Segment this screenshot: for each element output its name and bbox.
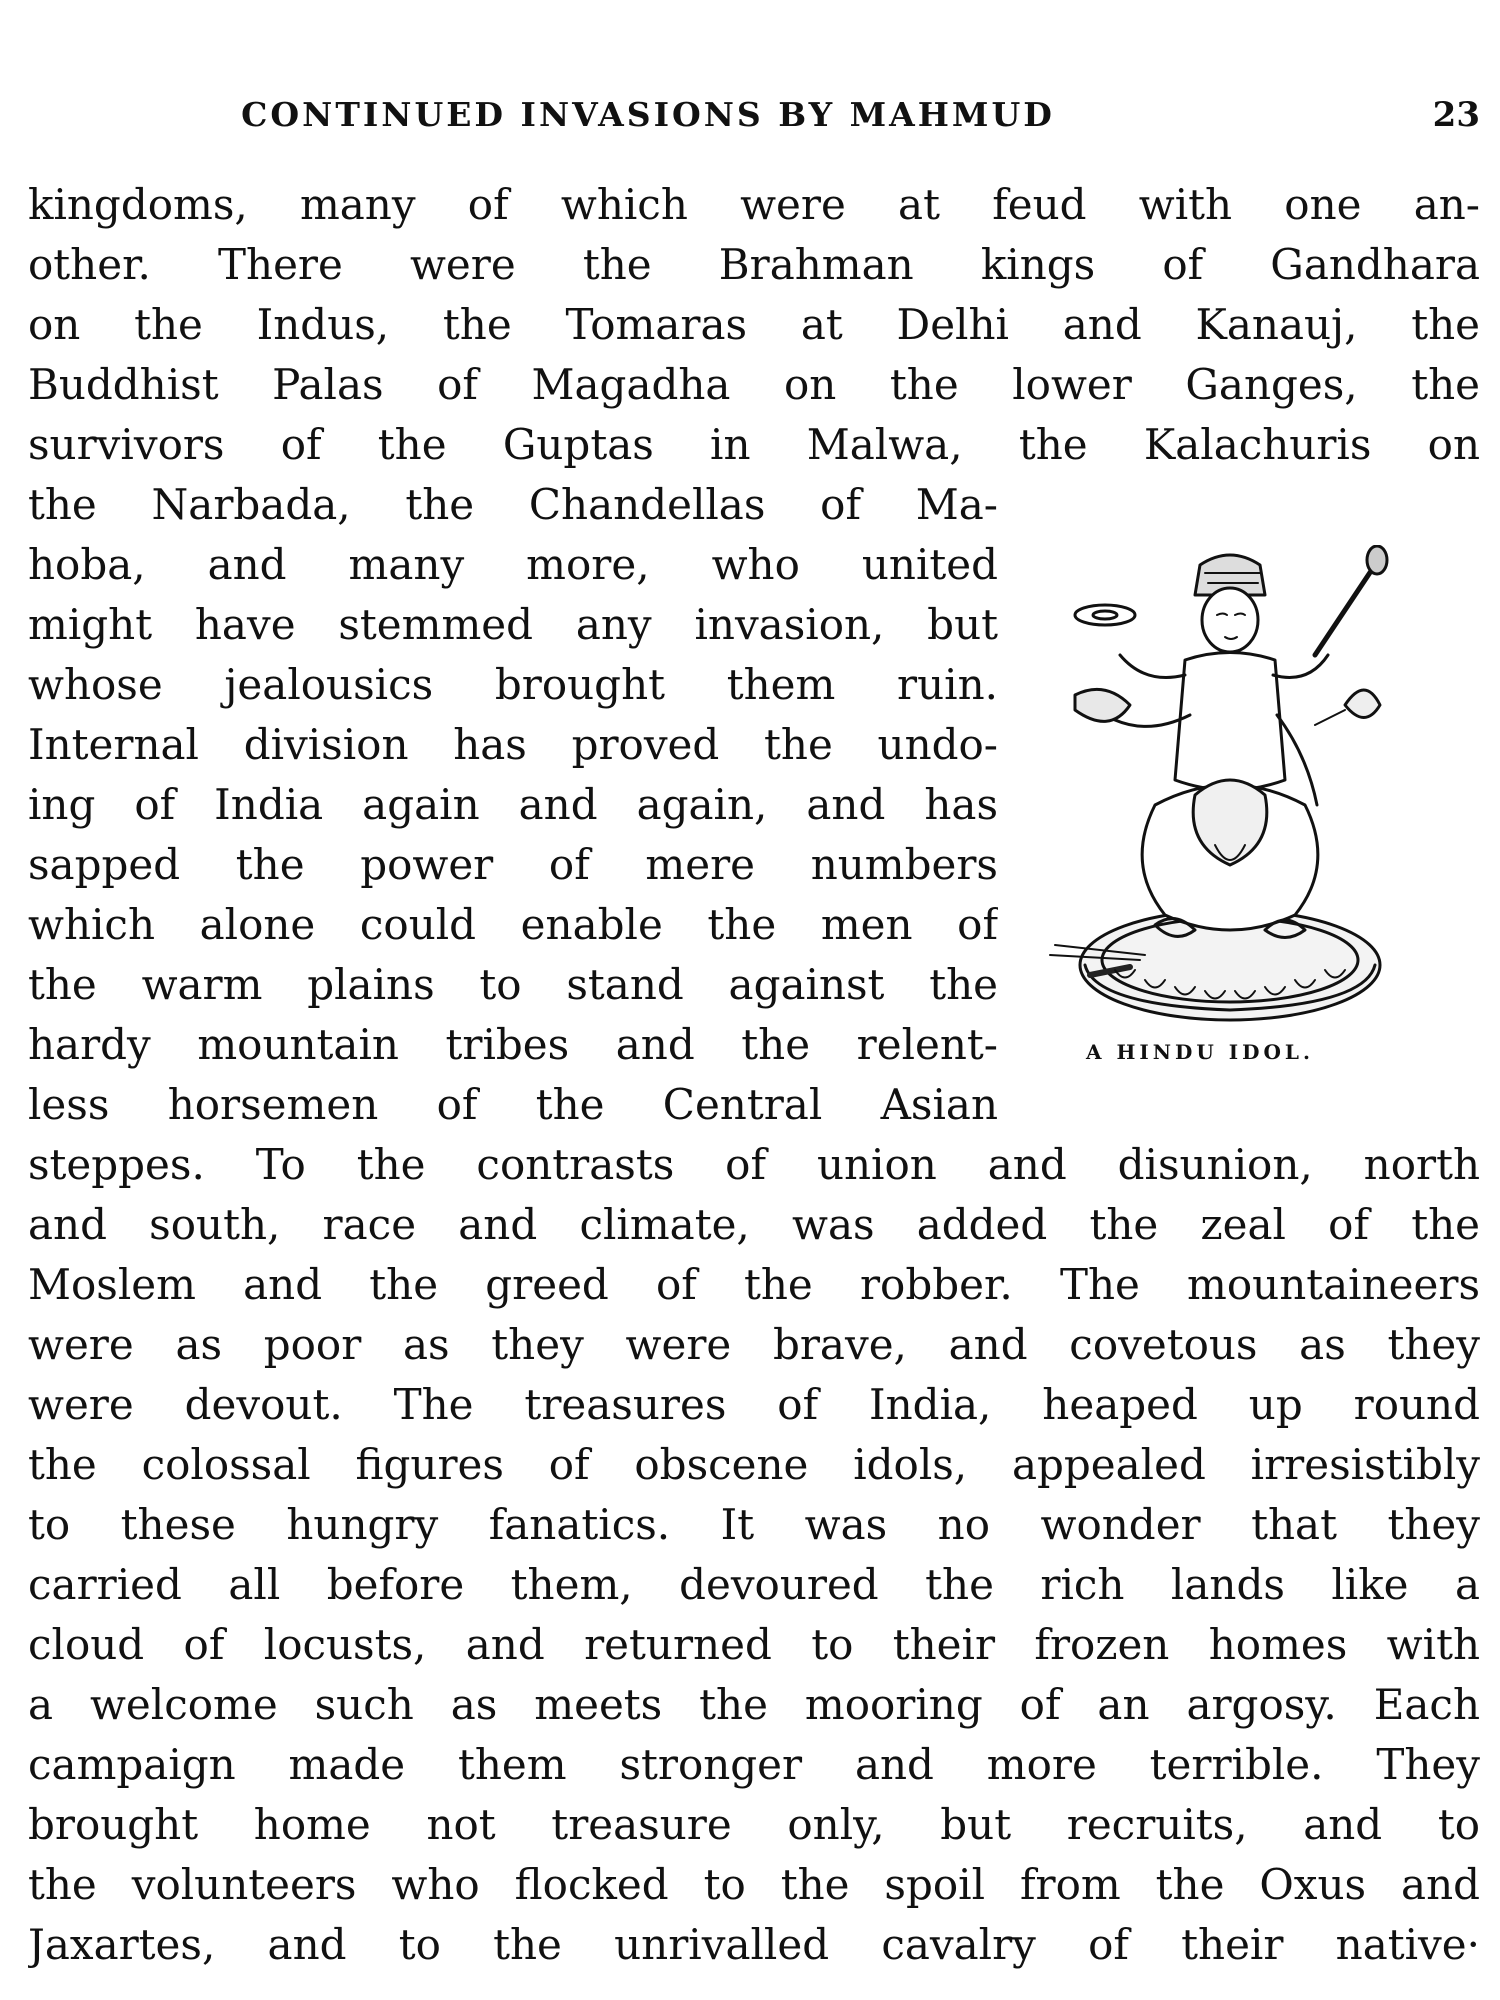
text-line: less horsemen of the Central Asian — [28, 1080, 998, 1129]
text-line: kingdoms, many of which were at feud with one an- — [28, 180, 1480, 229]
text-line: to these hungry fanatics. It was no wonder that they — [28, 1500, 1480, 1549]
text-line: Internal division has proved the undo- — [28, 720, 998, 769]
text-line: campaign made them stronger and more terrible. They — [28, 1740, 1480, 1789]
text-line: hoba, and many more, who united — [28, 540, 998, 589]
text-line: on the Indus, the Tomaras at Delhi and Kanauj, the — [28, 300, 1480, 349]
text-line: the warm plains to stand against the — [28, 960, 998, 1009]
text-line: the Narbada, the Chandellas of Ma- — [28, 480, 998, 529]
text-line: were devout. The treasures of India, heaped up round — [28, 1380, 1480, 1429]
text-line: survivors of the Guptas in Malwa, the Kalachuris on — [28, 420, 1480, 469]
text-line: the volunteers who flocked to the spoil from the Oxus and — [28, 1860, 1480, 1909]
text-line: Jaxartes, and to the unrivalled cavalry of their native· — [28, 1920, 1480, 1969]
text-line: ing of India again and again, and has — [28, 780, 998, 829]
hindu-idol-illustration-icon — [1015, 545, 1445, 1065]
text-line: whose jealousics brought them ruin. — [28, 660, 998, 709]
text-line: were as poor as they were brave, and covetous as they — [28, 1320, 1480, 1369]
running-head: CONTINUED INVASIONS BY MAHMUD — [241, 95, 1055, 134]
text-line: the colossal figures of obscene idols, appealed irresistibly — [28, 1440, 1480, 1489]
text-line: might have stemmed any invasion, but — [28, 600, 998, 649]
text-line: which alone could enable the men of — [28, 900, 998, 949]
text-line: carried all before them, devoured the rich lands like a — [28, 1560, 1480, 1609]
figure-caption: A HINDU IDOL. — [1086, 1040, 1314, 1064]
page-number: 23 — [1432, 95, 1480, 135]
text-line: a welcome such as meets the mooring of an argosy. Each — [28, 1680, 1480, 1729]
hindu-idol-figure — [1015, 545, 1445, 1065]
page-header — [28, 95, 1480, 145]
text-line: and south, race and climate, was added the zeal of the — [28, 1200, 1480, 1249]
text-line: steppes. To the contrasts of union and disunion, north — [28, 1140, 1480, 1189]
text-line: hardy mountain tribes and the relent- — [28, 1020, 998, 1069]
text-line: sapped the power of mere numbers — [28, 840, 998, 889]
text-line: brought home not treasure only, but recruits, and to — [28, 1800, 1480, 1849]
text-line: cloud of locusts, and returned to their frozen homes with — [28, 1620, 1480, 1669]
text-line: Buddhist Palas of Magadha on the lower Ganges, the — [28, 360, 1480, 409]
text-line: other. There were the Brahman kings of Gandhara — [28, 240, 1480, 289]
text-line: Moslem and the greed of the robber. The mountaineers — [28, 1260, 1480, 1309]
